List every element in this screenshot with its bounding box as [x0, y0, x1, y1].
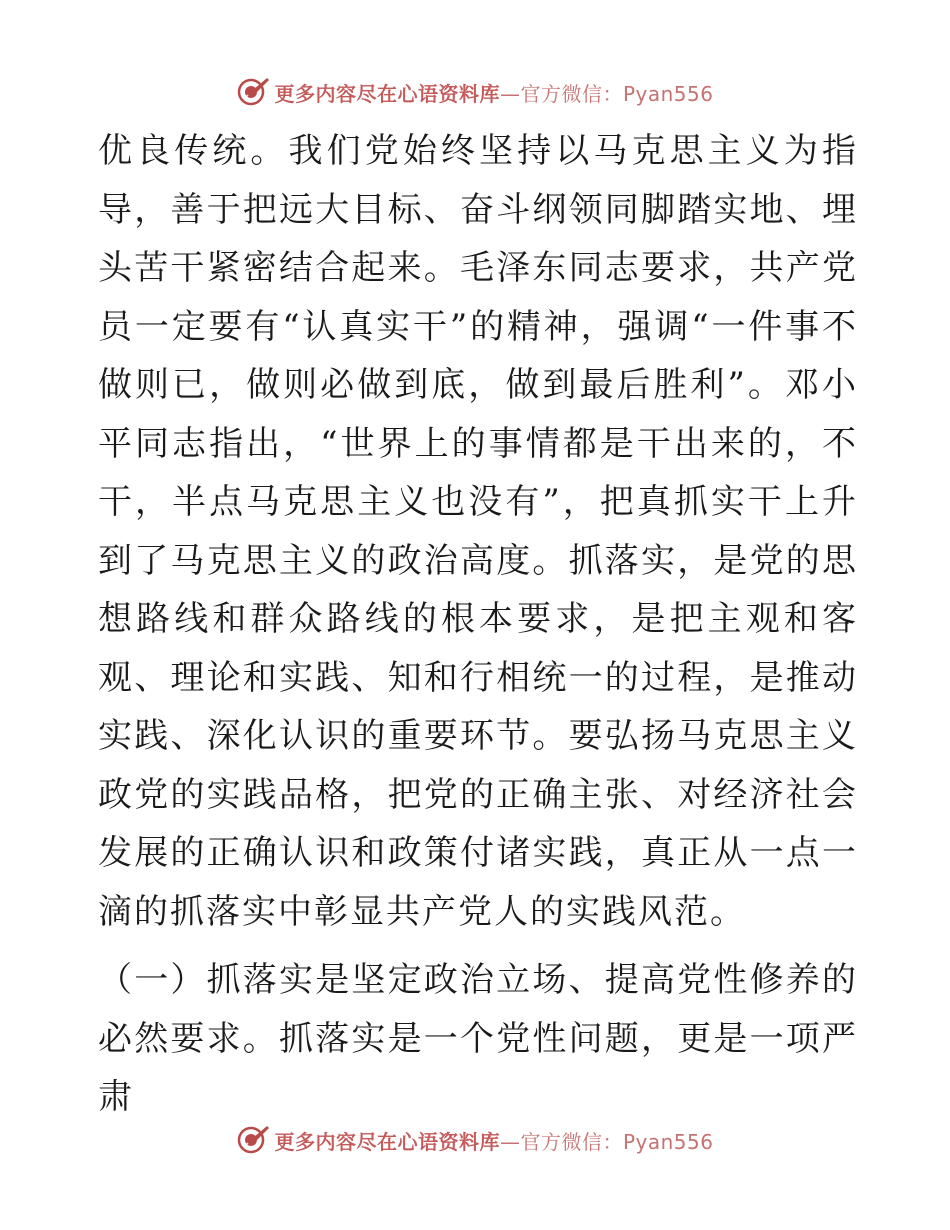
body-paragraph-1: 优良传统。我们党始终坚持以马克思主义为指导，善于把远大目标、奋斗纲领同脚踏实地、埋头苦干紧密结合起来。毛泽东同志要求，共产党员一定要有“认真实干”的精神，强调“一件事不做则已，做则必做到底，做到最后胜利”。邓小平同志指出，“世界上的事情都是干出来的，不干，半点马克思主义也没有”，把真抓实干上升到了马克思主义的政治高度。抓落实，是党的思想路线和群众路线的根本要求，是把主观和客观、理论和实践、知和行相统一的过程，是推动实践、深化认识的重要环节。要弘扬马克思主义政党的实践品格，把党的正确主张、对经济社会发展的正确认识和政策付诸实践，真正从一点一滴的抓落实中彰显共产党人的实践风范。 [98, 131, 858, 932]
header-banner-dash: — [499, 81, 521, 106]
body-paragraph-2: （一）抓落实是坚定政治立场、提高党性修养的必然要求。抓落实是一个党性问题，更是一项严肃 [98, 960, 858, 1117]
footer-banner-text [274, 1126, 713, 1155]
document-body [98, 122, 858, 1127]
header-banner [0, 72, 950, 112]
footer-banner-main: 更多内容尽在心语资料库 [274, 1129, 500, 1154]
footer-banner [0, 1120, 950, 1160]
pen-logo-icon [236, 75, 270, 109]
header-banner-main: 更多内容尽在心语资料库 [274, 81, 500, 106]
header-banner-wechat: 官方微信：Pyan556 [520, 81, 714, 106]
footer-banner-wechat: 官方微信：Pyan556 [520, 1129, 714, 1154]
header-banner-text [274, 78, 713, 107]
footer-banner-dash: — [499, 1129, 521, 1154]
pen-logo-icon [236, 1123, 270, 1157]
